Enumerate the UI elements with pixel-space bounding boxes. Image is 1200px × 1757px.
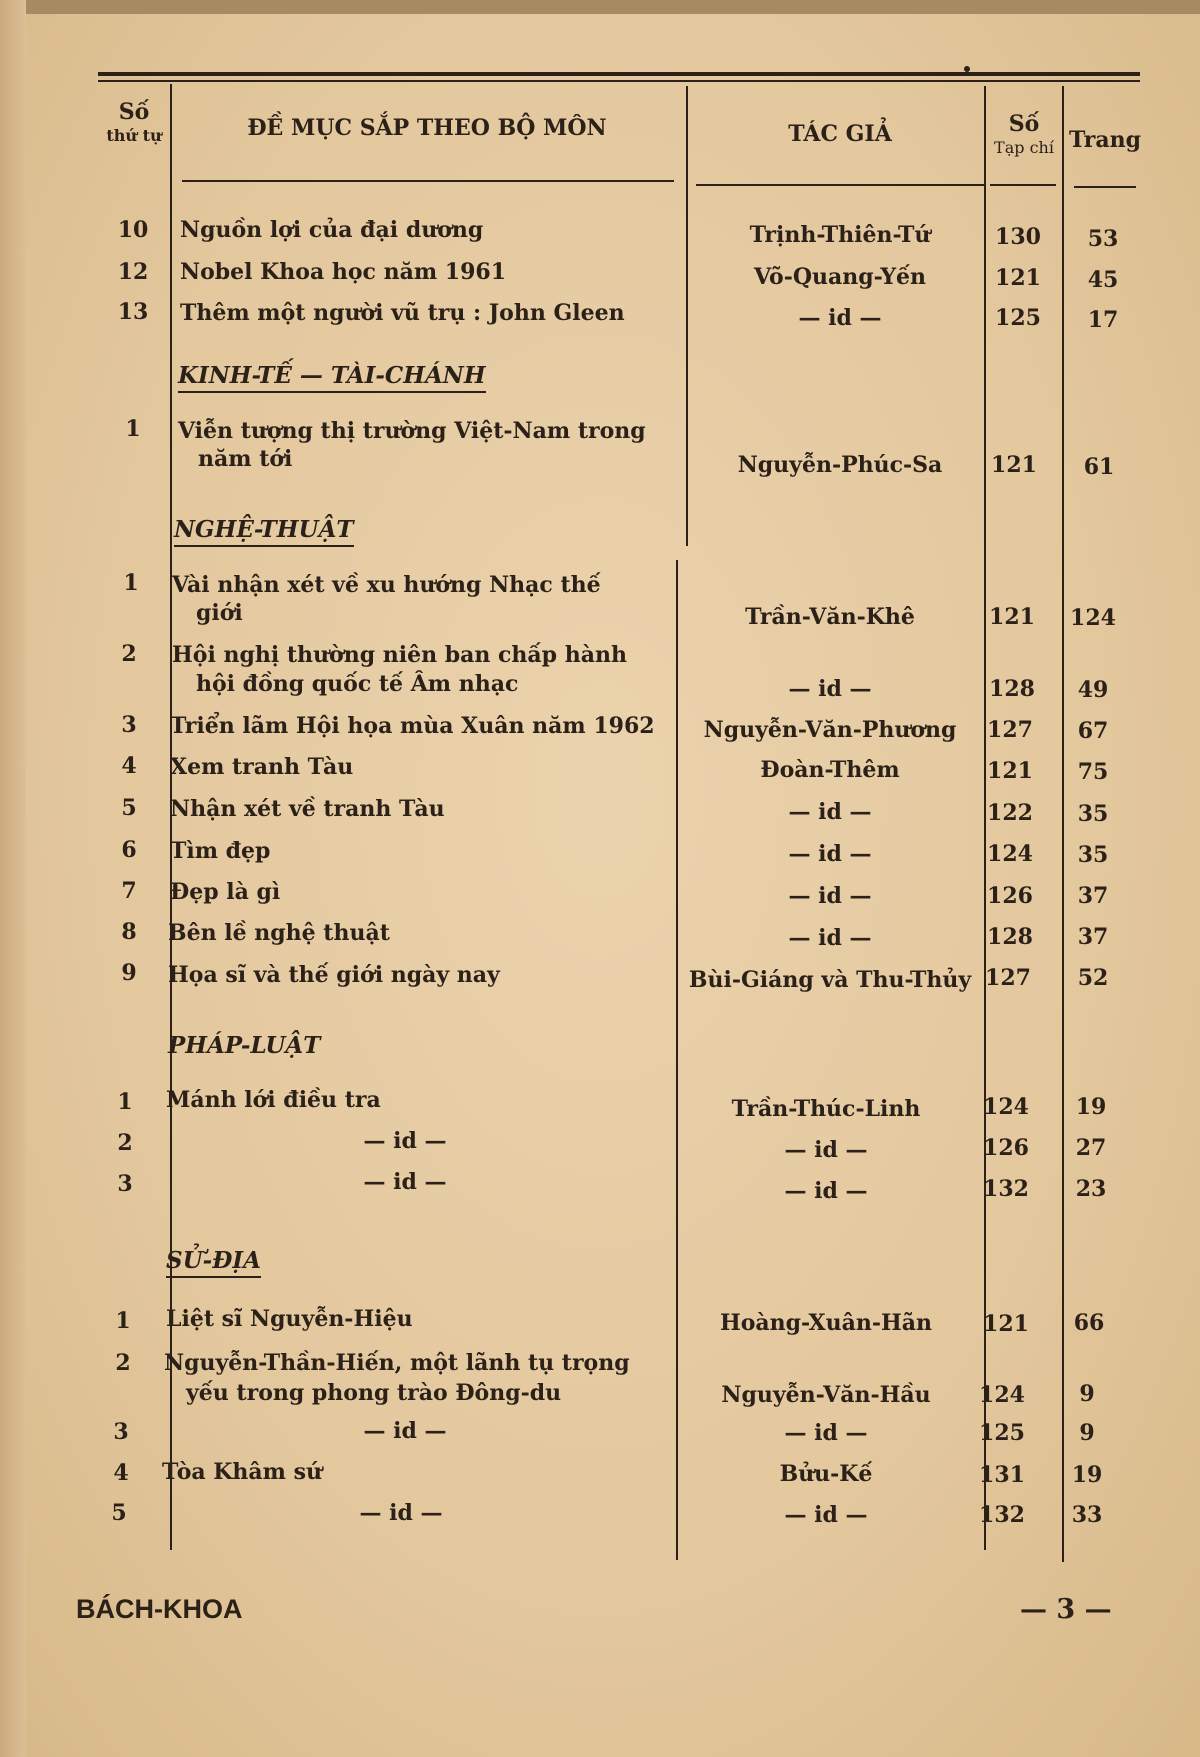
row-issue: 128 — [987, 924, 1033, 950]
row-page: 61 — [1083, 454, 1115, 480]
section-heading-kinh-te: KINH-TẾ — TÀI-CHÁNH — [178, 362, 486, 393]
row-title-line1: Hội nghị thường niên ban chấp hành — [172, 642, 627, 668]
page-number: — 3 — — [1020, 1594, 1112, 1625]
row-author: Trịnh-Thiên-Tứ — [749, 222, 931, 248]
row-author: Bùi-Giáng và Thu-Thủy — [688, 967, 972, 993]
header-page-column: Trang — [1069, 127, 1141, 153]
publication-name: BÁCH-KHOA — [76, 1594, 243, 1624]
row-stt: 3 — [121, 712, 137, 738]
row-author: Nguyễn-Văn-Hầu — [721, 1382, 931, 1408]
row-author: — id — — [788, 676, 872, 702]
row-stt: 7 — [121, 878, 137, 904]
row-title: Họa sĩ và thế giới ngày nay — [168, 962, 500, 988]
header-underline-page — [1074, 186, 1136, 188]
row-stt: 2 — [121, 641, 137, 667]
row-author: — id — — [788, 841, 872, 867]
row-author: Nguyễn-Phúc-Sa — [737, 452, 943, 478]
row-title: Liệt sĩ Nguyễn-Hiệu — [166, 1306, 413, 1332]
page-top-edge — [0, 0, 1200, 14]
row-issue: 124 — [987, 841, 1033, 867]
row-title: Đẹp là gì — [170, 879, 281, 905]
row-title-line2: năm tới — [198, 446, 293, 472]
row-stt: 2 — [115, 1350, 131, 1376]
row-title: — id — — [359, 1500, 443, 1526]
row-issue: 121 — [987, 758, 1033, 784]
row-page: 9 — [1079, 1420, 1095, 1446]
row-author: Trần-Thúc-Linh — [731, 1096, 921, 1122]
row-stt: 5 — [111, 1500, 127, 1526]
row-author: — id — — [784, 1420, 868, 1446]
row-page: 19 — [1071, 1462, 1103, 1488]
row-issue: 122 — [987, 800, 1033, 826]
row-stt: 1 — [115, 1308, 131, 1334]
header-underline-author — [696, 184, 984, 186]
top-rule-thin — [98, 80, 1140, 82]
header-stt: Số thứ tự — [106, 99, 162, 145]
row-page: 66 — [1073, 1310, 1105, 1336]
header-issue-column: Số Tạp chí — [994, 111, 1054, 157]
column-divider-title-top — [686, 86, 688, 546]
row-stt: 3 — [117, 1171, 133, 1197]
row-title: Thêm một người vũ trụ : John Gleen — [180, 300, 625, 326]
row-title-line1: Viễn tượng thị trường Việt-Nam trong — [178, 418, 646, 444]
row-stt: 4 — [121, 753, 137, 779]
row-page: 35 — [1077, 801, 1109, 827]
row-stt: 6 — [121, 837, 137, 863]
row-issue: 125 — [979, 1420, 1025, 1446]
header-author-column: TÁC GIẢ — [788, 121, 892, 147]
row-issue: 132 — [983, 1176, 1029, 1202]
row-title-line2: hội đồng quốc tế Âm nhạc — [196, 671, 519, 697]
row-title: Nguồn lợi của đại dương — [180, 217, 484, 243]
row-stt: 2 — [117, 1130, 133, 1156]
row-page: 49 — [1077, 677, 1109, 703]
header-underline-title — [182, 180, 674, 182]
section-heading-nghe-thuat: NGHỆ-THUẬT — [174, 516, 354, 547]
row-issue: 132 — [979, 1502, 1025, 1528]
header-underline-issue — [990, 184, 1056, 186]
row-title-line1: Vài nhận xét về xu hướng Nhạc thế — [172, 572, 601, 598]
row-page: 19 — [1075, 1094, 1107, 1120]
row-stt: 9 — [121, 960, 137, 986]
row-author: Hoàng-Xuân-Hãn — [719, 1310, 933, 1336]
row-issue: 128 — [989, 676, 1035, 702]
row-page: 27 — [1075, 1135, 1107, 1161]
row-author: — id — — [788, 925, 872, 951]
row-stt: 4 — [113, 1460, 129, 1486]
row-issue: 124 — [979, 1382, 1025, 1408]
row-issue: 121 — [991, 452, 1037, 478]
row-issue: 121 — [995, 265, 1041, 291]
row-page: 9 — [1079, 1381, 1095, 1407]
row-author: — id — — [798, 305, 882, 331]
row-author: Võ-Quang-Yến — [753, 264, 927, 290]
row-title: Mánh lới điều tra — [166, 1087, 381, 1113]
row-issue: 125 — [995, 305, 1041, 331]
row-stt: 5 — [121, 795, 137, 821]
row-title: Tòa Khâm sứ — [162, 1459, 322, 1485]
row-issue: 131 — [979, 1462, 1025, 1488]
row-title: Nobel Khoa học năm 1961 — [180, 259, 507, 285]
column-divider-title-bottom — [676, 560, 678, 1560]
row-issue: 121 — [983, 1311, 1029, 1337]
row-stt: 10 — [117, 217, 149, 243]
row-author: — id — — [784, 1502, 868, 1528]
top-rule — [98, 72, 1140, 76]
ink-dot — [964, 66, 970, 72]
row-author: — id — — [788, 799, 872, 825]
row-stt: 1 — [123, 570, 139, 596]
row-issue: 126 — [987, 883, 1033, 909]
row-title-line2: yếu trong phong trào Đông-du — [186, 1380, 562, 1406]
row-author: Bửu-Kế — [779, 1461, 873, 1487]
row-page: 45 — [1087, 267, 1119, 293]
row-title: Nhận xét về tranh Tàu — [170, 796, 445, 822]
page-left-edge — [0, 0, 26, 1757]
row-stt: 8 — [121, 919, 137, 945]
row-issue: 126 — [983, 1135, 1029, 1161]
row-issue: 130 — [995, 224, 1041, 250]
row-title-line1: Nguyễn-Thần-Hiến, một lãnh tụ trọng — [164, 1350, 630, 1376]
header-title-column: ĐỀ MỤC SẮP THEO BỘ MÔN — [247, 115, 607, 141]
row-author: — id — — [788, 883, 872, 909]
row-title: Bên lề nghệ thuật — [168, 920, 390, 946]
row-issue: 127 — [985, 965, 1031, 991]
row-title: — id — — [363, 1128, 447, 1154]
row-page: 37 — [1077, 924, 1109, 950]
row-title: — id — — [363, 1169, 447, 1195]
row-title: Xem tranh Tàu — [170, 754, 354, 780]
row-author: — id — — [784, 1178, 868, 1204]
row-author: Đoàn-Thêm — [760, 757, 900, 783]
row-issue: 124 — [983, 1094, 1029, 1120]
row-title: Tìm đẹp — [170, 838, 271, 864]
row-author: Trần-Văn-Khê — [745, 604, 915, 630]
row-page: 35 — [1077, 842, 1109, 868]
row-page: 53 — [1087, 226, 1119, 252]
row-title: Triển lãm Hội họa mùa Xuân năm 1962 — [170, 713, 655, 739]
row-page: 37 — [1077, 883, 1109, 909]
row-title: — id — — [363, 1418, 447, 1444]
row-author: Nguyễn-Văn-Phương — [703, 717, 957, 743]
row-page: 33 — [1071, 1502, 1103, 1528]
row-title-line2: giới — [196, 600, 243, 626]
row-stt: 3 — [113, 1419, 129, 1445]
row-page: 124 — [1070, 605, 1116, 631]
row-author: — id — — [784, 1137, 868, 1163]
row-issue: 127 — [987, 717, 1033, 743]
row-issue: 121 — [989, 604, 1035, 630]
row-page: 52 — [1077, 965, 1109, 991]
row-stt: 1 — [117, 1089, 133, 1115]
row-page: 23 — [1075, 1176, 1107, 1202]
row-page: 67 — [1077, 718, 1109, 744]
row-page: 75 — [1077, 759, 1109, 785]
section-heading-phap-luat: PHÁP-LUẬT — [168, 1032, 321, 1059]
section-heading-su-dia: SỬ-ĐỊA — [166, 1247, 261, 1278]
row-page: 17 — [1087, 307, 1119, 333]
row-stt: 1 — [125, 416, 141, 442]
row-stt: 13 — [117, 299, 149, 325]
row-stt: 12 — [117, 259, 149, 285]
